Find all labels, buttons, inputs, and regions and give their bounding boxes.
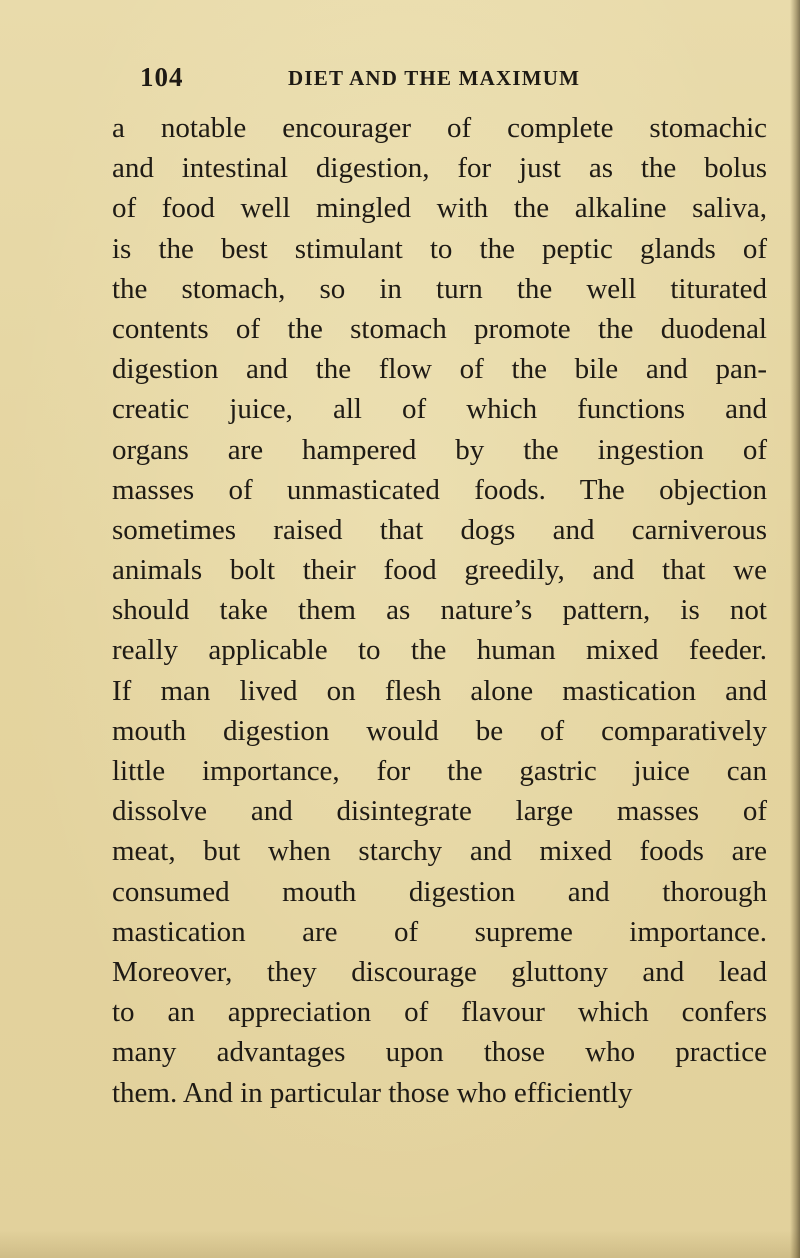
text-line: is the best stimulant to the peptic glands of [112, 232, 767, 265]
text-line: If man lived on flesh alone mastication and [112, 674, 767, 707]
page-number: 104 [140, 62, 184, 92]
text-line: to an appreciation of flavour which confers [112, 996, 767, 1029]
text-line: animals bolt their food greedily, and that we [112, 554, 767, 587]
text-line: really applicable to the human mixed feeder. [112, 634, 767, 667]
page-bottom-shade [0, 1230, 800, 1258]
text-line: should take them as nature’s pattern, is not [112, 594, 767, 627]
page-header [0, 62, 800, 92]
body-text [112, 108, 767, 1113]
page-edge-shadow [790, 0, 800, 1258]
text-line: them. And in particular those who efficiently [112, 1076, 633, 1109]
text-line: creatic juice, all of which functions and [112, 393, 767, 426]
text-line: mouth digestion would be of comparatively [112, 714, 767, 747]
text-line: a notable encourager of complete stomachic [112, 112, 767, 144]
text-line: the stomach, so in turn the well titurated [112, 272, 767, 305]
text-line: mastication are of supreme importance. [112, 915, 767, 948]
text-line: masses of unmasticated foods. The objection [112, 473, 767, 506]
text-line: many advantages upon those who practice [112, 1036, 767, 1069]
text-line: consumed mouth digestion and thorough [112, 875, 767, 908]
text-line: organs are hampered by the ingestion of [112, 433, 767, 466]
text-line: dissolve and disintegrate large masses of [112, 795, 767, 828]
text-line: contents of the stomach promote the duodenal [112, 312, 767, 345]
running-head: DIET AND THE MAXIMUM [288, 66, 581, 90]
text-line: digestion and the flow of the bile and pan- [112, 353, 767, 386]
text-line: little importance, for the gastric juice can [112, 755, 767, 787]
text-line: of food well mingled with the alkaline saliva, [112, 192, 767, 225]
text-line: and intestinal digestion, for just as the bolus [112, 152, 767, 185]
text-line: Moreover, they discourage gluttony and lead [112, 955, 767, 988]
text-line: sometimes raised that dogs and carniverous [112, 513, 767, 546]
text-line: meat, but when starchy and mixed foods are [112, 835, 767, 868]
